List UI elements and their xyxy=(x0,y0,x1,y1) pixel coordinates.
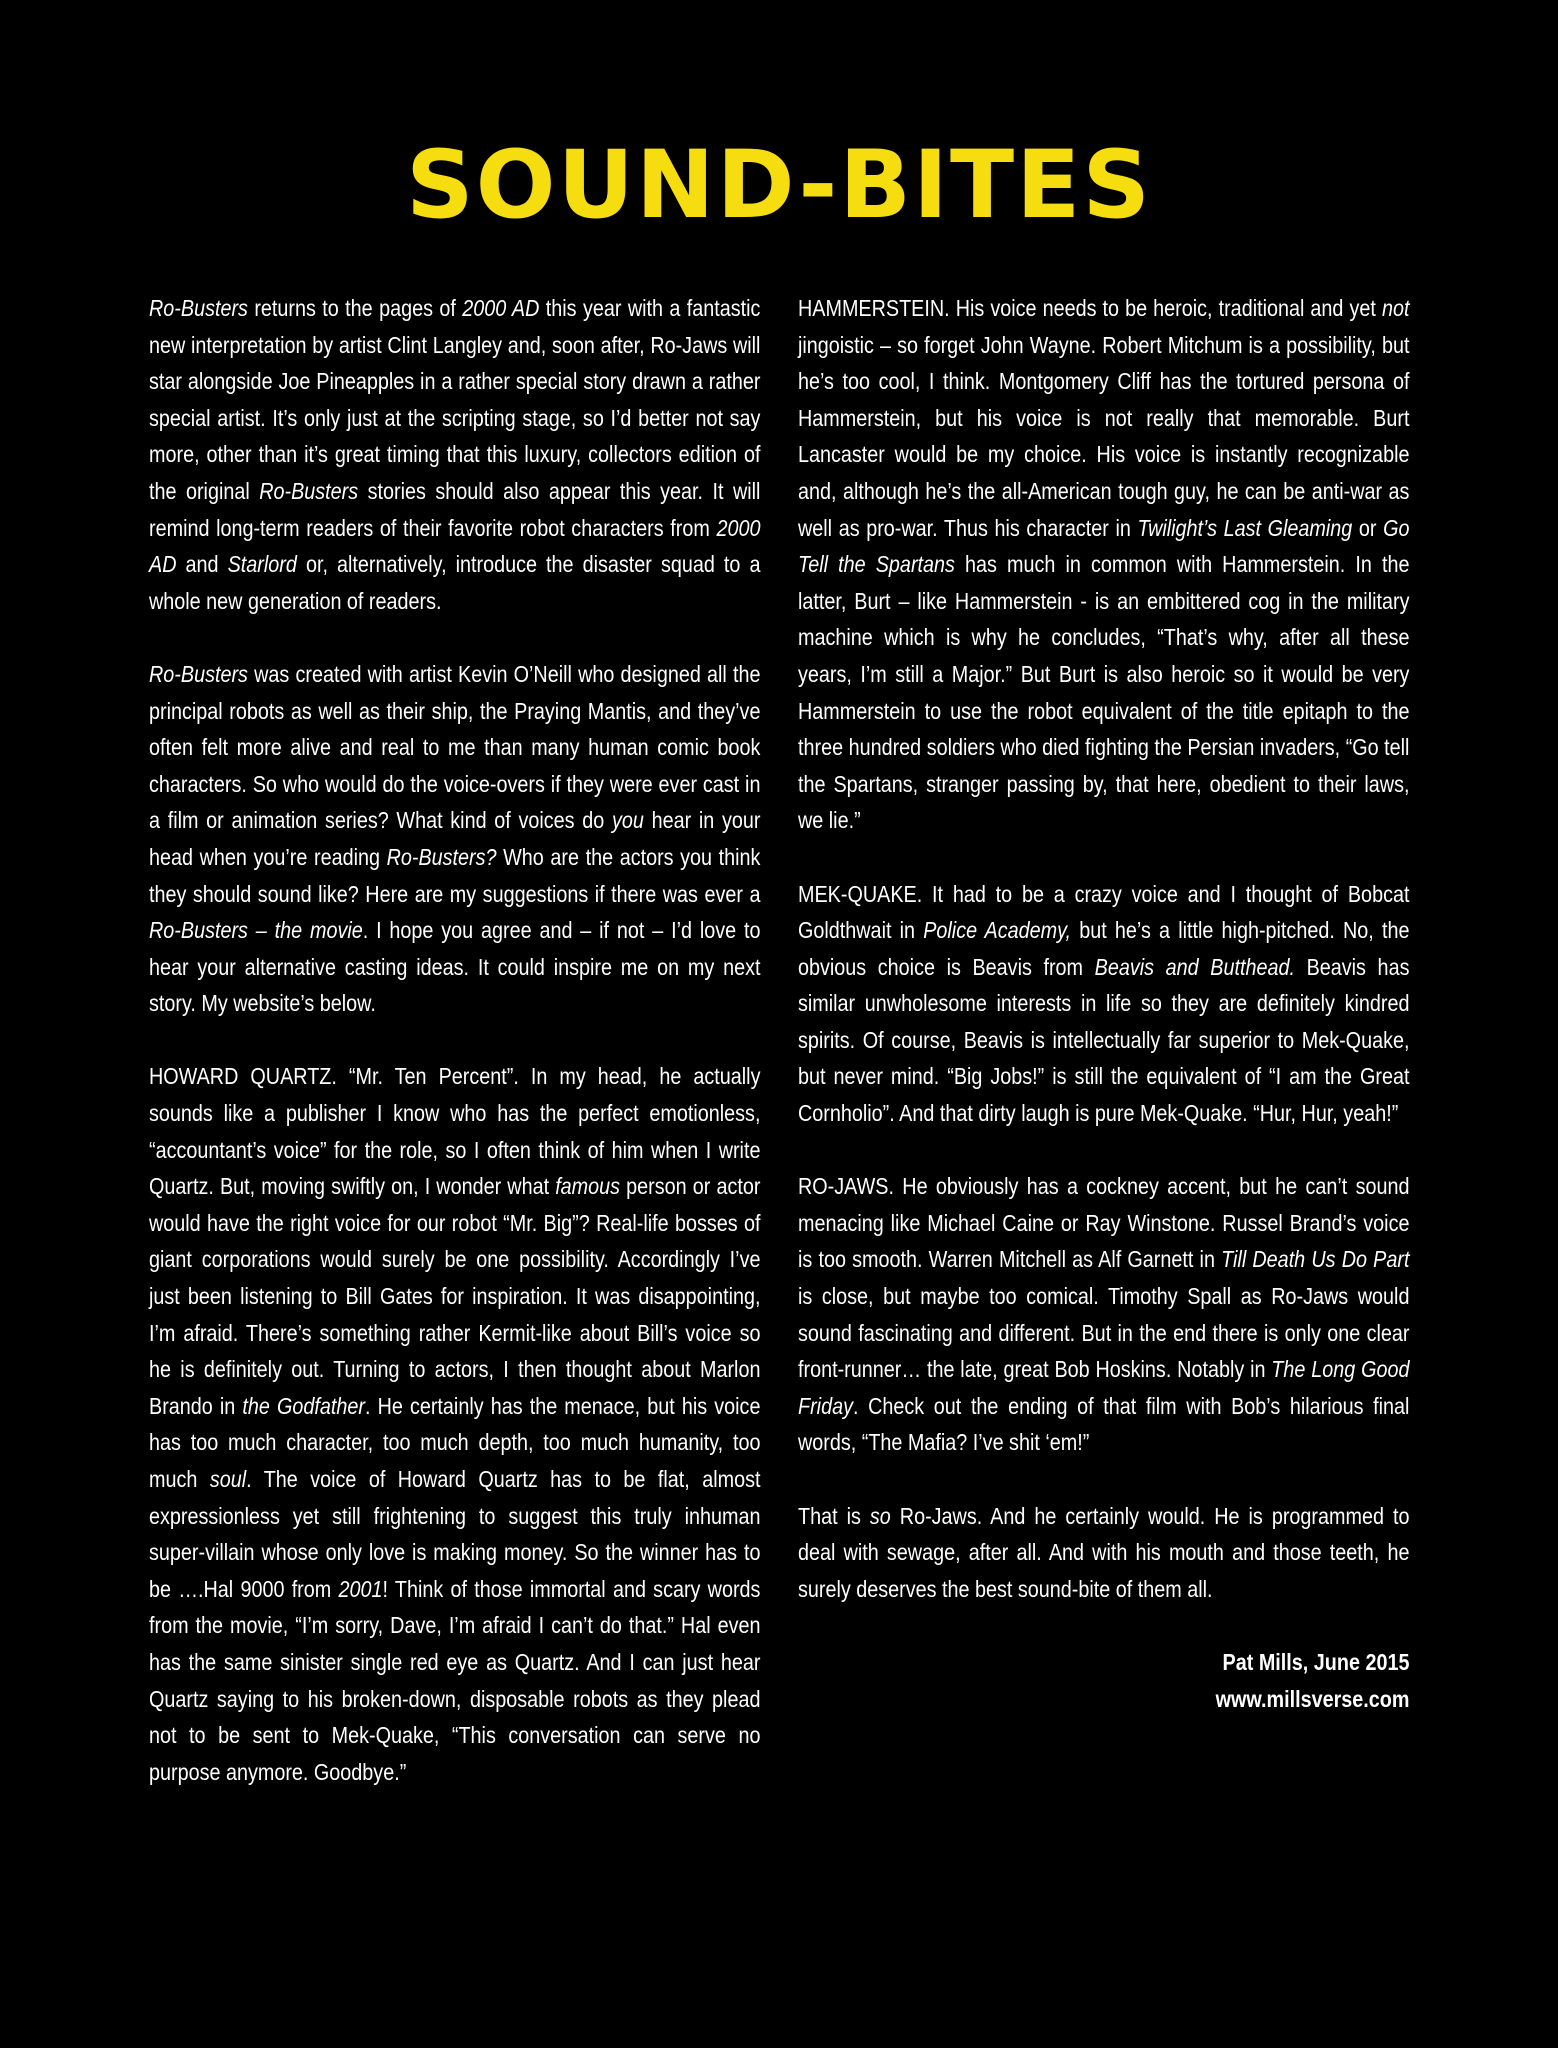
mek-quake-paragraph: MEK-QUAKE. It had to be a crazy voice and I thought of Bobcat Goldthwait in Police Academy, but he’s a little high-pitched. No, the obvious choice is Beavis from Beavis and Butthead. Beavis has similar unwholesome interests in life so they are definitely kindred spirits. Of course, Beavis is intellectually far superior to Mek-Quake, but never mind. “Big Jobs!” is still the equivalent of “I am the Great Cornholio”. And that dirty laugh is pure Mek-Quake. “Hur, Hur, yeah!” xyxy=(798,880,1410,1127)
signature xyxy=(798,1644,1409,1717)
casting-paragraph: Ro-Busters was created with artist Kevin O’Neill who designed all the principal robots as well as their ship, the Praying Mantis, and they’ve often felt more alive and real to me than many human comic book characters. So who would do the voice-overs if they were ever cast in a film or animation series? What kind of voices do you hear in your head when you’re reading Ro-Busters? Who are the actors you think they should sound like? Here are my suggestions if there was ever a Ro-Busters – the movie. I hope you agree and – if not – I’d love to hear your alternative casting ideas. It could inspire me on my next story. My website’s below. xyxy=(149,660,761,1017)
author-byline: Pat Mills, June 2015 xyxy=(1222,1648,1410,1675)
howard-quartz-paragraph: HOWARD QUARTZ. “Mr. Ten Percent”. In my head, he actually sounds like a publisher I know who has the perfect emotionless, “accountant’s voice” for the role, so I often think of him when I write Quartz. But, moving swiftly on, I wonder what famous person or actor would have the right voice for our robot “Mr. Big”? Real-life bosses of giant corporations would surely be one possibility. Accordingly I’ve just been listening to Bill Gates for inspiration. It was disappointing, I’m afraid. There’s something rather Kermit-like about Bill’s voice so he is definitely out. Turning to actors, I then thought about Marlon Brando in the Godfather. He certainly has the menace, but his voice has too much character, too much depth, too much humanity, too much soul. The voice of Howard Quartz has to be flat, almost expressionless yet still frightening to suggest this truly inhuman super-villain whose only love is making money. So the winner has to be ….Hal 9000 from 2001! Think of those immortal and scary words from the movie, “I’m sorry, Dave, I’m afraid I can’t do that.” Hal even has the same sinister single red eye as Quartz. And I can just hear Quartz saying to his broken-down, disposable robots as they plead not to be sent to Mek-Quake, “This conversation can serve no purpose anymore. Goodbye.” xyxy=(149,1063,761,1785)
intro-paragraph: Ro-Busters returns to the pages of 2000 AD this year with a fantastic new interpretation by artist Clint Langley and, soon after, Ro-Jaws will star alongside Joe Pineapples in a rather special story drawn a rather special artist. It’s only just at the scripting stage, so I’d better not say more, other than it’s great timing that this luxury, collectors edition of the original Ro-Busters stories should also appear this year. It will remind long-term readers of their favorite robot characters from 2000 AD and Starlord or, alternatively, introduce the disaster squad to a whole new generation of readers. xyxy=(149,295,761,614)
right-column xyxy=(798,290,1409,1717)
page-title: SOUND-BITES xyxy=(405,131,1153,240)
ro-jaws-paragraph: RO-JAWS. He obviously has a cockney accent, but he can’t sound menacing like Michael Caine or Ray Winstone. Russel Brand’s voice is too smooth. Warren Mitchell as Alf Garnett in Till Death Us Do Part is close, but maybe too comical. Timothy Spall as Ro-Jaws would sound fascinating and different. But in the end there is only one clear front-runner… the late, great Bob Hoskins. Notably in The Long Good Friday. Check out the ending of that film with Bob’s hilarious final words, “The Mafia? I’ve shit ‘em!” xyxy=(798,1173,1410,1456)
left-column xyxy=(149,290,760,1827)
hammerstein-paragraph: HAMMERSTEIN. His voice needs to be heroic, traditional and yet not jingoistic – so forget John Wayne. Robert Mitchum is a possibility, but he’s too cool, I think. Montgomery Cliff has the tortured persona of Hammerstein, but his voice is not really that memorable. Burt Lancaster would be my choice. His voice is instantly recognizable and, although he’s the all-American tough guy, he can be anti-war as well as pro-war. Thus his character in Twilight’s Last Gleaming or Go Tell the Spartans has much in common with Hammerstein. In the latter, Burt – like Hammerstein - is an embittered cog in the military machine which is why he concludes, “That’s why, after all these years, I’m still a Major.” But Burt is also heroic so it would be very Hammerstein to use the robot equivalent of the title epitaph to the three hundred soldiers who died fighting the Persian invaders, “Go tell the Spartans, stranger passing by, that here, obedient to their laws, we lie.” xyxy=(798,295,1410,834)
closing-paragraph: That is so Ro-Jaws. And he certainly would. He is programmed to deal with sewage, after all. And with his mouth and those teeth, he surely deserves the best sound-bite of them all. xyxy=(798,1502,1410,1602)
author-website: www.millsverse.com xyxy=(1215,1685,1410,1712)
